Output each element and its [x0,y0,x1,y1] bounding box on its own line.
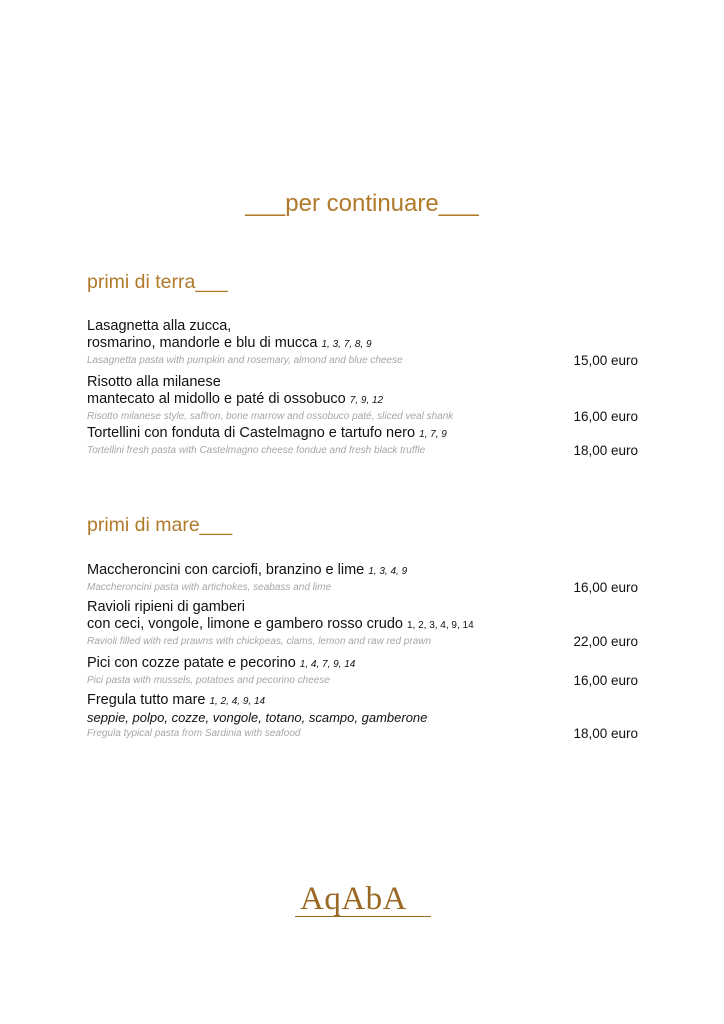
menu-item-lasagnetta [87,318,642,368]
allergen-codes: 1, 2, 3, 4, 9, 14 [406,620,474,631]
dish-price: 22,00 euro [573,634,638,649]
dish-name: Risotto alla milanese [87,374,221,390]
english-description: Maccheroncini pasta with artichokes, seabass and lime [87,582,332,593]
english-description: Lasagnetta pasta with pumpkin and rosemary, almond and blue cheese [87,355,403,366]
menu-item-risotto [87,374,642,424]
allergen-codes: 1, 4, 7, 9, 14 [299,659,356,670]
dish-name-line2: con ceci, vongole, limone e gambero rosso crudo 1, 2, 3, 4, 9, 14 [87,616,474,632]
english-description: Pici pasta with mussels, potatoes and pecorino cheese [87,675,330,686]
allergen-codes: 1, 7, 9 [419,429,447,440]
italian-description: seppie, polpo, cozze, vongole, totano, scampo, gamberone [87,710,428,725]
dish-price: 18,00 euro [573,726,638,741]
dish-name-line2: rosmarino, mandorle e blu di mucca 1, 3, 7, 8, 9 [87,335,372,351]
dish-name: Fregula tutto mare 1, 2, 4, 9, 14 [87,692,266,708]
section-title-terra: primi di terra___ [87,271,228,293]
allergen-codes: 7, 9, 12 [349,395,384,406]
english-description: Ravioli filled with red prawns with chickpeas, clams, lemon and raw red prawn [87,636,432,647]
dish-price: 18,00 euro [573,443,638,458]
allergen-codes: 1, 3, 4, 9 [368,566,408,577]
english-description: Risotto milanese style, saffron, bone marrow and ossobuco paté, sliced veal shank [87,411,454,422]
menu-item-ravioli [87,599,642,649]
dish-price: 16,00 euro [573,673,638,688]
menu-item-tortellini [87,425,642,458]
english-description: Tortellini fresh pasta with Castelmagno cheese fondue and fresh black truffle [87,445,426,456]
dish-price: 16,00 euro [573,580,638,595]
logo-underline [295,916,431,917]
menu-item-fregula [87,692,642,741]
dish-price: 15,00 euro [573,353,638,368]
page-title: ___per continuare___ [245,190,479,217]
section-title-mare: primi di mare___ [87,514,233,536]
dish-name: Maccheroncini con carciofi, branzino e lime 1, 3, 4, 9 [87,562,408,578]
restaurant-logo [295,880,431,930]
dish-name: Lasagnetta alla zucca, [87,318,232,334]
dish-name-line2: mantecato al midollo e paté di ossobuco 7, 9, 12 [87,391,384,407]
allergen-codes: 1, 3, 7, 8, 9 [321,339,372,350]
dish-name: Ravioli ripieni di gamberi [87,599,245,615]
dish-price: 16,00 euro [573,409,638,424]
english-description: Fregula typical pasta from Sardinia with seafood [87,728,301,739]
menu-item-pici [87,655,642,688]
logo-text: AqAbA [300,881,407,917]
dish-name: Pici con cozze patate e pecorino 1, 4, 7, 9, 14 [87,655,356,671]
menu-item-maccheroncini [87,562,642,595]
dish-name: Tortellini con fonduta di Castelmagno e tartufo nero 1, 7, 9 [87,425,447,441]
allergen-codes: 1, 2, 4, 9, 14 [209,696,266,707]
